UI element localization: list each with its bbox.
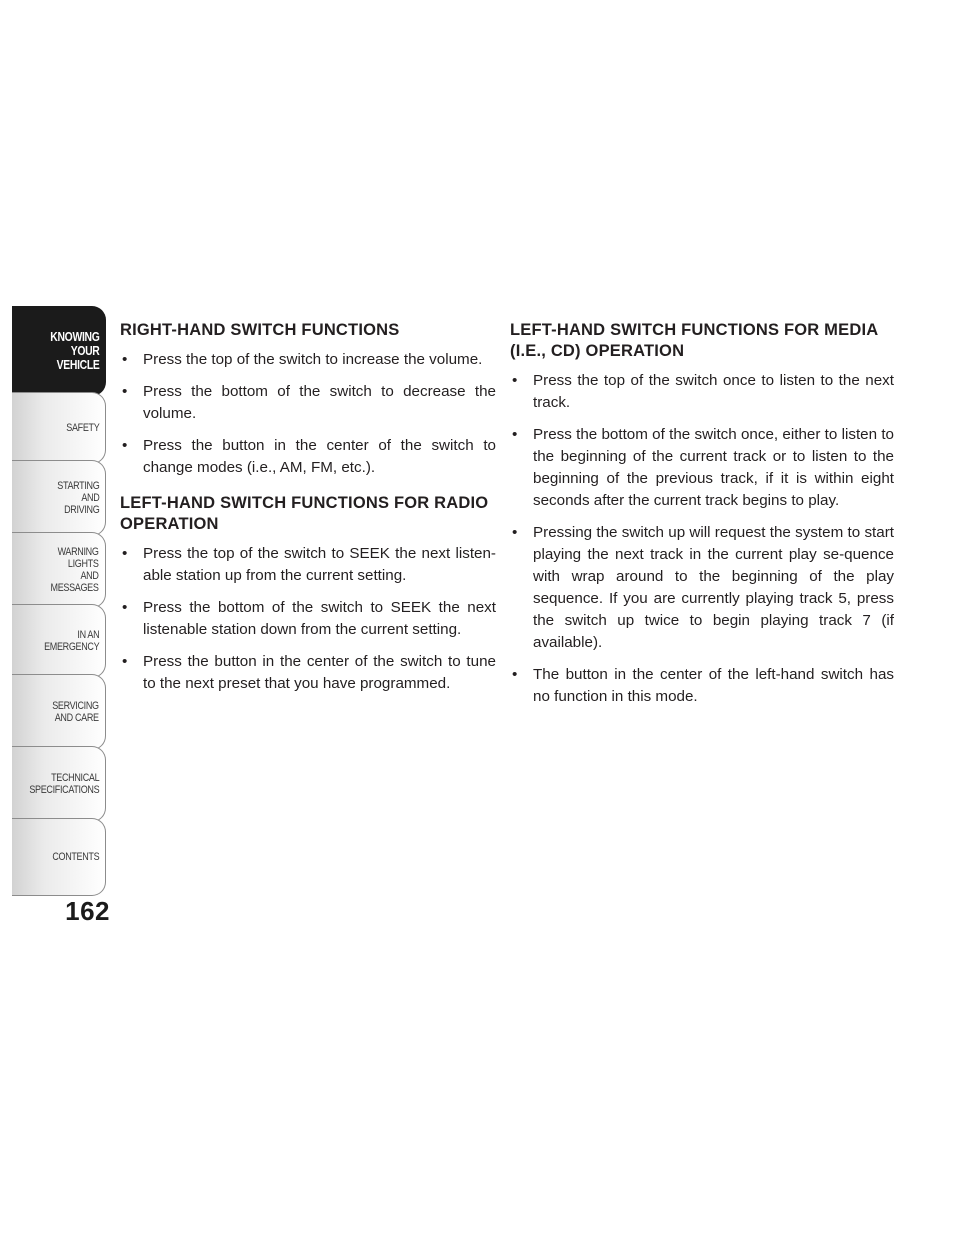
- tab-knowing-your-vehicle[interactable]: [12, 306, 106, 396]
- tab-starting-and-driving[interactable]: [12, 460, 106, 536]
- list-item: • Press the bottom of the switch to decrease the volume.: [120, 381, 496, 425]
- section-heading: RIGHT-HAND SWITCH FUNCTIONS: [120, 321, 400, 339]
- tab-label: CONTENTS: [52, 851, 99, 863]
- tab-label: IN AN EMERGENCY: [43, 629, 99, 653]
- list-item: • Press the bottom of the switch once, either to listen to the beginning of the current track or to listen to the beginning of the previous track, if it is within eight seconds after the current track begins to play.: [510, 424, 894, 512]
- bullet-list: [120, 349, 496, 479]
- tab-label: SERVICING AND CARE: [52, 700, 99, 724]
- tab-label: WARNING LIGHTS AND MESSAGES: [50, 546, 99, 594]
- bullet-list: [510, 370, 894, 708]
- list-item: • Press the top of the switch once to listen to the next track.: [510, 370, 894, 414]
- tab-label: SAFETY: [65, 422, 99, 434]
- tab-safety[interactable]: [12, 392, 106, 464]
- list-item: • Pressing the switch up will request the system to start playing the next track in the current play se-quence with wrap around to the beginning of the play sequence. If you are currently playing track 5, press the switch up twice to begin playing track 7 (if available).: [510, 522, 894, 654]
- list-item: • Press the button in the center of the switch to tune to the next preset that you have programmed.: [120, 651, 496, 695]
- right-column: [510, 320, 894, 722]
- tab-label: TECHNICAL SPECIFICATIONS: [29, 772, 99, 796]
- left-column: [120, 320, 496, 709]
- tab-label: KNOWING YOUR VEHICLE: [49, 329, 99, 372]
- page-number: 162: [65, 896, 110, 926]
- section-heading: LEFT-HAND SWITCH FUNCTIONS FOR RADIO OPERATION: [120, 494, 489, 533]
- list-item: • Press the button in the center of the switch to change modes (i.e., AM, FM, etc.).: [120, 435, 496, 479]
- list-item: • Press the top of the switch to SEEK the next listen-able station up from the current setting.: [120, 543, 496, 587]
- tab-servicing-and-care[interactable]: [12, 674, 106, 750]
- tab-warning-lights-and-messages[interactable]: [12, 532, 106, 608]
- tab-label: STARTING AND DRIVING: [56, 480, 99, 516]
- list-item: • Press the bottom of the switch to SEEK the next listenable station down from the current setting.: [120, 597, 496, 641]
- list-item: • The button in the center of the left-hand switch has no function in this mode.: [510, 664, 894, 708]
- list-item: • Press the top of the switch to increase the volume.: [120, 349, 496, 371]
- tab-in-an-emergency[interactable]: [12, 604, 106, 678]
- bullet-list: [120, 543, 496, 695]
- tab-contents[interactable]: [12, 818, 106, 896]
- tab-technical-specifications[interactable]: [12, 746, 106, 822]
- section-heading: LEFT-HAND SWITCH FUNCTIONS FOR MEDIA (I.E., CD) OPERATION: [510, 321, 878, 360]
